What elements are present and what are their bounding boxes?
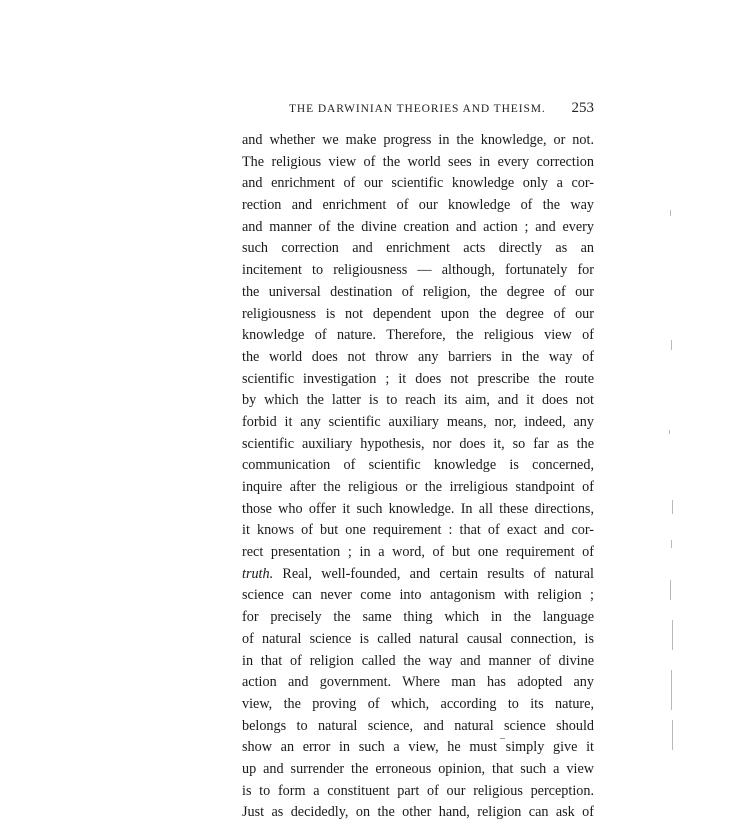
body-text xyxy=(242,130,594,824)
text-line: inquire after the religious or the irreligious standpoint of xyxy=(242,479,594,495)
text-line: is to form a constituent part of our religious perception. xyxy=(242,782,594,799)
text-line: rect presentation ; in a word, of but one requirement of xyxy=(242,544,594,561)
text-line: of natural science is called natural causal connection, is xyxy=(242,630,594,647)
text-line-rest: Real, well-founded, and certain results of natural xyxy=(273,565,594,582)
italic-word: truth. xyxy=(242,565,274,582)
page-number: 253 xyxy=(571,100,594,116)
text-line: up and surrender the erroneous opinion, that such a view xyxy=(242,760,594,777)
text-line: and manner of the divine creation and action ; and every xyxy=(242,218,594,235)
text-line: and enrichment of our scientific knowledge only a cor- xyxy=(242,175,594,192)
text-line-with-italic xyxy=(242,564,594,586)
text-line: such correction and enrichment acts directly as an xyxy=(242,240,594,257)
scan-speck xyxy=(500,738,505,739)
page-header xyxy=(242,100,594,120)
text-line: The religious view of the world sees in every correction xyxy=(242,153,594,170)
text-line: in that of religion called the way and manner of divine xyxy=(242,652,594,669)
text-line: the world does not throw any barriers in the way of xyxy=(242,348,594,365)
text-line: Just as decidedly, on the other hand, religion can ask of xyxy=(242,804,594,821)
text-line: rection and enrichment of our knowledge of the way xyxy=(242,197,594,214)
text-line: action and government. Where man has adopted any xyxy=(242,674,594,691)
text-line: incitement to religiousness — although, fortunately for xyxy=(242,262,594,279)
text-line: religiousness is not dependent upon the degree of our xyxy=(242,305,594,322)
text-line: science can never come into antagonism with religion ; xyxy=(242,587,594,604)
text-line: view, the proving of which, according to its nature, xyxy=(242,695,594,712)
text-line: forbid it any scientific auxiliary means, nor, indeed, any xyxy=(242,413,594,430)
running-head: THE DARWINIAN THEORIES AND THEISM. xyxy=(289,103,546,115)
text-line: scientific auxiliary hypothesis, nor does it, so far as the xyxy=(242,435,594,452)
text-line: by which the latter is to reach its aim, and it does not xyxy=(242,392,594,409)
text-line: those who offer it such knowledge. In all these directions, xyxy=(242,500,594,517)
text-line: show an error in such a view, he must simply give it xyxy=(242,739,594,756)
text-line: the universal destination of religion, the degree of our xyxy=(242,283,594,300)
text-line: communication of scientific knowledge is concerned, xyxy=(242,457,594,474)
text-line: scientific investigation ; it does not prescribe the route xyxy=(242,370,594,387)
text-line: it knows of but one requirement : that of exact and cor- xyxy=(242,522,594,539)
text-line: for precisely the same thing which in the language xyxy=(242,609,594,626)
scan-margin-specks xyxy=(666,200,674,760)
text-line: knowledge of nature. Therefore, the religious view of xyxy=(242,327,594,344)
text-line: belongs to natural science, and natural science should xyxy=(242,717,594,734)
text-line: and whether we make progress in the knowledge, or not. xyxy=(242,132,594,148)
